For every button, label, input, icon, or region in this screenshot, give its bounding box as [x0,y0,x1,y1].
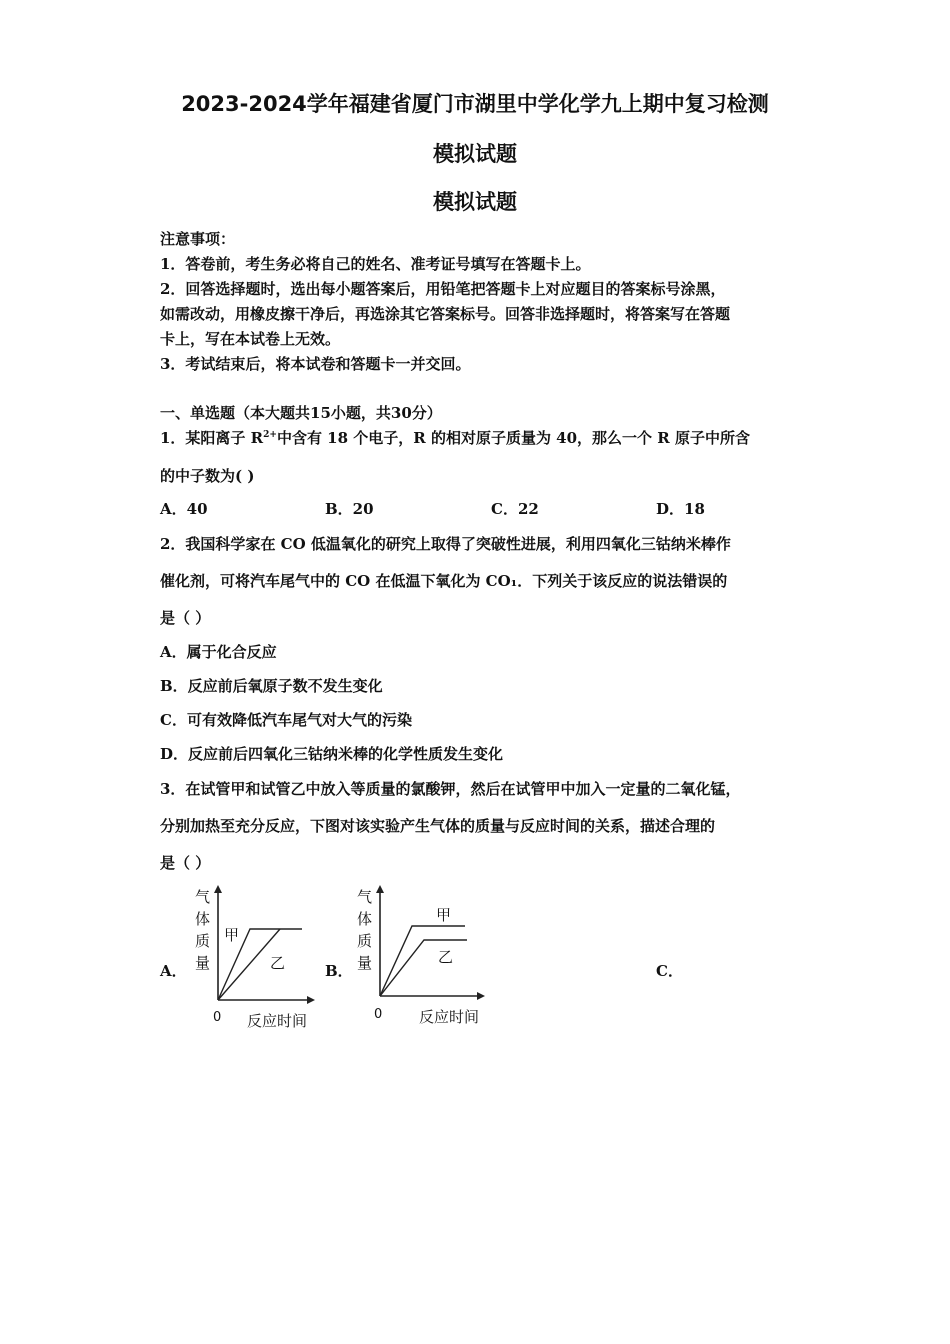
graph-a-ylabel-4: 量 [195,954,211,972]
graph-a-ylabel-3: 质 [195,932,211,950]
note-2-line3: 卡上，写在本试卷上无效。 [160,330,341,348]
graph-a-xlabel: 反应时间 [247,1012,308,1030]
graph-a-series-jia: 甲 [224,926,240,944]
q3-graph-a [190,882,325,1032]
q1-stem-line2: 的中子数为( ) [160,467,255,485]
graph-a-ylabel-1: 气 [195,888,211,906]
q3-option-a[interactable]: A． [160,962,187,980]
note-1: 1．答卷前，考生务必将自己的姓名、准考证号填写在答题卡上。 [160,255,591,273]
q1-option-c[interactable]: C．22 [491,500,539,518]
q3-stem-line3: 是（ ） [160,854,211,872]
q3-stem-line1: 3．在试管甲和试管乙中放入等质量的氯酸钾，然后在试管甲中加入一定量的二氧化锰， [160,780,741,798]
q2-stem-line1: 2．我国科学家在 CO 低温氧化的研究上取得了突破性进展，利用四氧化三钴纳米棒作 [160,535,731,553]
graph-b-ylabel-3: 质 [357,932,373,950]
q3-option-c[interactable]: C． [656,962,683,980]
section-heading: 一、单选题（本大题共15小题，共30分） [160,404,442,422]
q2-stem-line3: 是（ ） [160,609,211,627]
q2-option-d[interactable]: D．反应前后四氧化三钴纳米棒的化学性质发生变化 [160,745,504,763]
graph-b-series-jia: 甲 [436,906,452,924]
q2-option-a[interactable]: A．属于化合反应 [160,643,277,661]
q1-option-b[interactable]: B．20 [325,500,374,518]
q1-stem-post: 中含有 18 个电子，R 的相对原子质量为 40，那么一个 R 原子中所含 [276,429,750,447]
q1-option-d[interactable]: D．18 [656,500,705,518]
graph-a-ylabel-2: 体 [195,910,211,928]
q3-graph-b [352,882,497,1032]
graph-b-series-yi: 乙 [438,948,454,966]
q2-option-c[interactable]: C．可有效降低汽车尾气对大气的污染 [160,711,412,729]
graph-a-origin: 0 [213,1010,222,1025]
q2-option-b[interactable]: B．反应前后氧原子数不发生变化 [160,677,383,695]
notes-heading: 注意事项： [160,230,236,248]
exam-title-line3: 模拟试题 [433,190,517,214]
exam-title-line1: 2023-2024学年福建省厦门市湖里中学化学九上期中复习检测 [181,92,769,116]
graph-a-series-yi: 乙 [270,954,286,972]
note-3: 3．考试结束后，将本试卷和答题卡一并交回。 [160,355,471,373]
graph-b-ylabel-1: 气 [357,888,373,906]
graph-b-xlabel: 反应时间 [419,1008,480,1026]
note-2-line1: 2．回答选择题时，选出每小题答案后，用铅笔把答题卡上对应题目的答案标号涂黑， [160,280,726,298]
q2-stem-line2: 催化剂，可将汽车尾气中的 CO 在低温下氧化为 CO₁．下列关于该反应的说法错误的 [160,572,728,590]
q3-option-b[interactable]: B． [325,962,353,980]
graph-b-ylabel-4: 量 [357,954,373,972]
q1-charge: 2+ [263,430,277,440]
q1-stem-pre: 1．某阳离子 R [160,429,264,447]
graph-b-origin: 0 [374,1007,383,1022]
q1-option-a[interactable]: A．40 [160,500,208,518]
note-2-line2: 如需改动，用橡皮擦干净后，再选涂其它答案标号。回答非选择题时，将答案写在答题 [160,305,731,323]
q3-stem-line2: 分别加热至充分反应，下图对该实验产生气体的质量与反应时间的关系，描述合理的 [160,817,716,835]
exam-title-line2: 模拟试题 [433,142,517,166]
q1-stem-line1 [160,427,750,448]
graph-b-ylabel-2: 体 [357,910,373,928]
